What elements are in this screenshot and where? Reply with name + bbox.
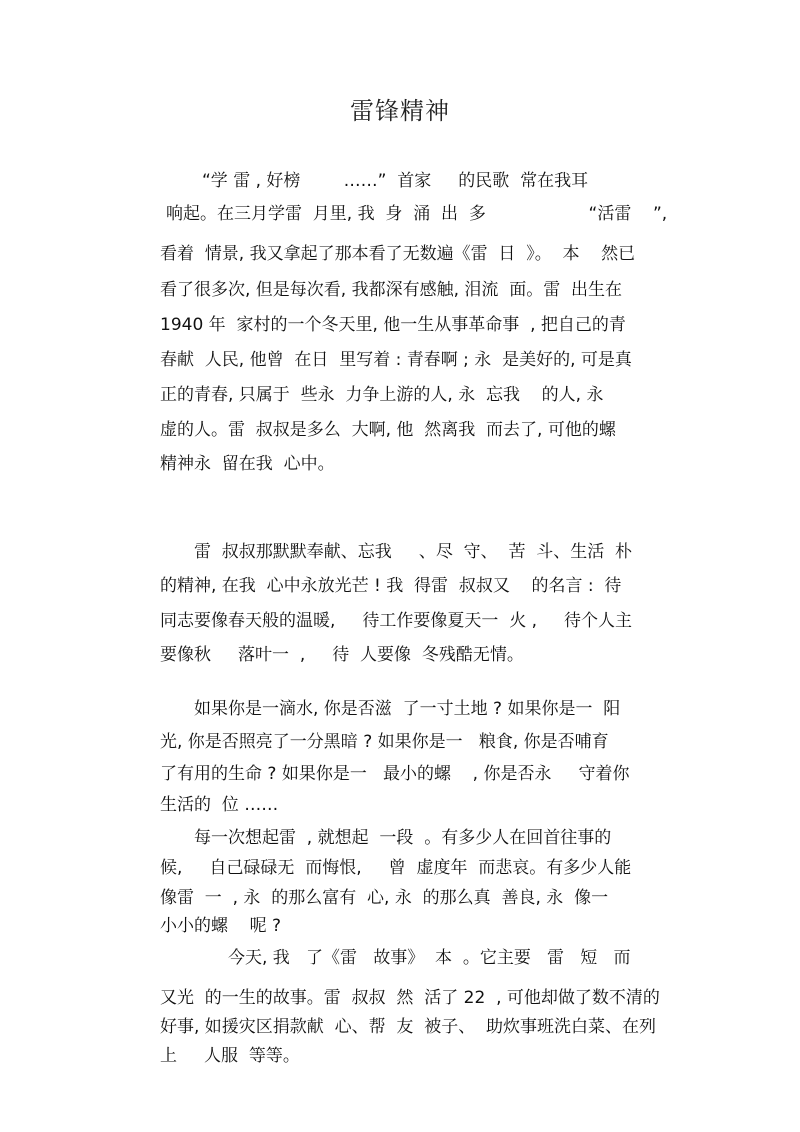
text-line: “学 雷 , 好榜 ……” 首家 的民歌 常在我耳 <box>202 171 589 191</box>
text-line: 上 人服 等等。 <box>160 1046 300 1066</box>
text-line: 小小的螺 呢 ? <box>160 916 282 936</box>
text-line: 的精神, 在我 心中永放光芒 ! 我 得雷 叔叔又 的名言 : 待 <box>160 576 622 596</box>
text-line: 好事, 如援灾区捐款献 心、帮 友 被子、 助炊事班洗白菜、在列 <box>160 1017 657 1037</box>
text-line: 生活的 位 …… <box>160 795 279 815</box>
text-line: 同志要像春天般的温暖, 待工作要像夏天一 火 , 待个人主 <box>160 611 633 631</box>
text-line: 每一次想起雷 , 就想起 一段 。有多少人在回首往事的 <box>194 828 612 848</box>
text-line: 精神永 留在我 心中。 <box>160 454 335 474</box>
text-line: 正的青春, 只属于 些永 力争上游的人, 永 忘我 的人, 永 <box>160 385 604 405</box>
text-line: 了有用的生命 ? 如果你是一 最小的螺 , 你是否永 守着你 <box>160 764 630 784</box>
text-line: 候, 自己碌碌无 而悔恨, 曾 虚度年 而悲哀。有多少人能 <box>160 858 632 878</box>
text-line: 1940 年 家村的一个冬天里, 他一生从事革命事 , 把自己的青 <box>160 315 626 335</box>
text-line: 要像秋 落叶一 , 待 人要像 冬残酷无情。 <box>160 645 524 665</box>
text-line: 又光 的一生的故事。雷 叔叔 然 活了 22 , 可他却做了数不清的 <box>160 988 660 1008</box>
text-line: 春献 人民, 他曾 在日 里写着 : 青春啊 ; 永 是美好的, 可是真 <box>160 350 632 370</box>
text-line: 像雷 一 , 永 的那么富有 心, 永 的那么真 善良, 永 像一 <box>160 888 609 908</box>
text-line: 虚的人。雷 叔叔是多么 大啊, 他 然离我 而去了, 可他的螺 <box>160 420 616 440</box>
page-title: 雷锋精神 <box>350 97 450 125</box>
text-line: 看了很多次, 但是每次看, 我都深有感触, 泪流 面。雷 出生在 <box>160 280 623 300</box>
text-line: 光, 你是否照亮了一分黑暗 ? 如果你是一 粮食, 你是否哺育 <box>160 732 609 752</box>
text-line: 雷 叔叔那默默奉献、忘我 、尽 守、 苦 斗、生活 朴 <box>194 542 633 562</box>
text-line: 看着 情景, 我又拿起了那本看了无数遍《雷 日 》。 本 然已 <box>160 244 636 264</box>
text-line: 响起。在三月学雷 月里, 我 身 涌 出 多 “活雷 ”, <box>166 204 668 224</box>
text-line: 如果你是一滴水, 你是否滋 了一寸土地 ? 如果你是一 阳 <box>194 699 621 719</box>
text-line: 今天, 我 了《雷 故事》 本 。它主要 雷 短 而 <box>228 948 631 968</box>
